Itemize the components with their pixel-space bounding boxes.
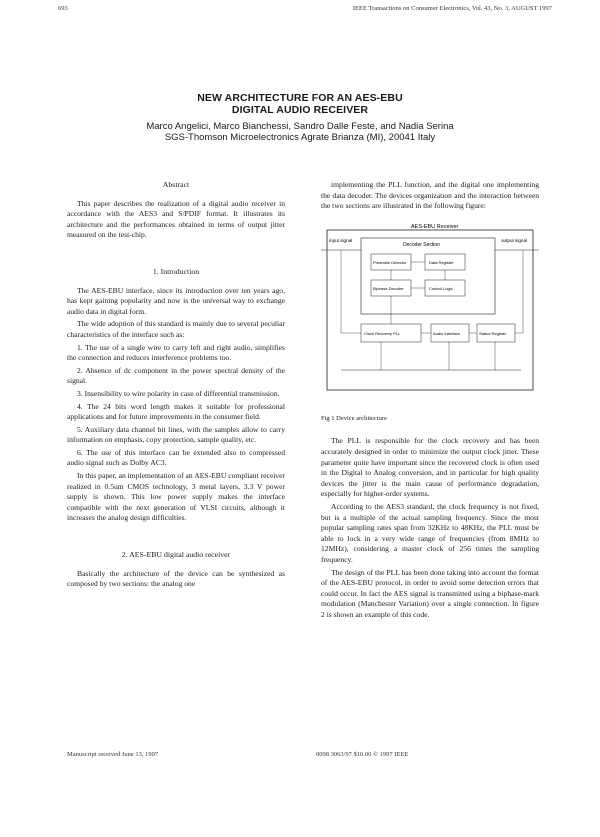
section2-title: 2. AES-EBU digital audio receiver: [121, 550, 231, 560]
block-label: Audio Interface: [433, 330, 460, 336]
decoder-box: [361, 238, 495, 314]
journal-header: IEEE Transactions on Consumer Electronics, Vol. 43, No. 3, AUGUST 1997: [352, 5, 552, 12]
figure-caption: Fig 1 Device architecture: [321, 414, 387, 422]
authors-names: Marco Angelici, Marco Bianchessi, Sandro Dalle Feste, and Nadia Serina: [146, 121, 454, 132]
output-label: output signal: [501, 237, 528, 243]
right-paragraph: According to the AES3 standard, the clock frequency is not fixed, but is a multiple of the actual sampling frequency. Since the most popular sampling rates span from 32KHz to 48KHz, the PLL must be able to lock in a very wide range of frequencies (from 8MHz to 12MHz), considering a master clock of 256 times the sampling frequency.: [321, 501, 539, 564]
intro-paragraph: In this paper, an implementation of an AES-EBU compliant receiver realized in 0.5um CMOS technology, 3 metal layers, 3.3 V power supply is shown. This low power supply makes the interface compatible with the next generation of VLSI circuits, although it increases the analog design difficulties.: [67, 471, 285, 523]
intro-paragraph: The AES-EBU interface, since its introduction over ten years ago, has kept gaining popularity and now is the universal way to exchange audio data in digital form.: [67, 285, 285, 316]
block-label: Preamble Detector: [373, 259, 407, 265]
intro-paragraph: 3. Insensibility to wire polarity in case of differential transmission.: [77, 388, 280, 398]
input-label: input signal: [329, 237, 353, 243]
title-line-2: DIGITAL AUDIO RECEIVER: [231, 104, 369, 116]
paper-title: [0, 92, 600, 116]
right-paragraph: The PLL is responsible for the clock recovery and has been accurately designed in order to minimize the output clock jitter. These parameter quite have important since the recovered clock is often used in the Digital to Analog conversion, and in particular for high quality devices the jitter is the main cause of performance degradation, especially for higher-order systems.: [321, 436, 539, 499]
abstract-text: This paper describes the realization of a digital audio receiver in accordance with the AES3 and S/PDIF format. It illustrates its architecture and the performances obtained in terms of output jitter measured on the test-chip.: [67, 198, 285, 240]
intro-paragraph: 2. Absence of dc component in the power spectral density of the signal.: [67, 365, 285, 386]
block-label: Status Register: [479, 330, 507, 336]
left-column: [67, 180, 285, 592]
intro-paragraph: 5. Auxiliary data channel bit lines, with the samples allow to carry information on emphasis, copy protection, sample quality, etc.: [67, 424, 285, 445]
intro-paragraph: 4. The 24 bits word length makes it suitable for professional applications and for future improvements in the consumer field.: [67, 401, 285, 422]
block-label: Biphase Decoder: [373, 285, 404, 291]
abstract-title: Abstract: [162, 180, 190, 189]
section2-paragraph: Basically the architecture of the device can be synthesized as composed by two sections: the analog one: [67, 568, 285, 589]
decoder-label: Decoder Section: [403, 241, 440, 248]
receiver-label: AES-EBU Receiver: [411, 223, 459, 230]
intro-title: 1. Introduction: [152, 266, 200, 276]
block-label: Clock Recovery PLL: [364, 330, 401, 336]
intro-paragraph: 1. The use of a single wire to carry left and right audio, simplifies the connection and reduces interference problems too.: [67, 342, 285, 363]
architecture-figure: [321, 220, 539, 410]
footer-copyright: 0098 3063/97 $10.00 © 1997 IEEE: [316, 751, 409, 758]
right-column: [321, 180, 539, 622]
right-paragraph: implementing the PLL function, and the digital one implementing the data decoder. The devices organization and the interaction between the two sections are illustrated in the following figure:: [321, 180, 539, 211]
authors-block: [0, 121, 600, 143]
intro-paragraph: The wide adoption of this standard is mainly due to several peculiar characteristics of the interface such as:: [67, 319, 285, 339]
authors-affiliation: SGS-Thomson Microelectronics Agrate Brianza (MI), 20041 Italy: [164, 132, 436, 143]
title-line-1: NEW ARCHITECTURE FOR AN AES-EBU: [197, 92, 403, 104]
block-label: Control Logic: [429, 285, 453, 291]
right-paragraph: The design of the PLL has been done taking into account the format of the AES-EBU protocol, in order to avoid some detection errors that could occur. In fact the AES signal is transmitted using a biphase-mark modulation (Manchester Variation) over a single connection. In figure 2 is shown an example of this code.: [321, 567, 539, 619]
architecture-diagram: [321, 220, 539, 410]
intro-paragraph: 6. The use of this interface can be extended also to compressed audio signal such as Dolby AC3.: [67, 447, 285, 468]
block-label: Data Register: [429, 259, 454, 265]
footer-received: Manuscript received June 13, 1997: [67, 751, 159, 758]
page-number: 693: [58, 5, 68, 12]
